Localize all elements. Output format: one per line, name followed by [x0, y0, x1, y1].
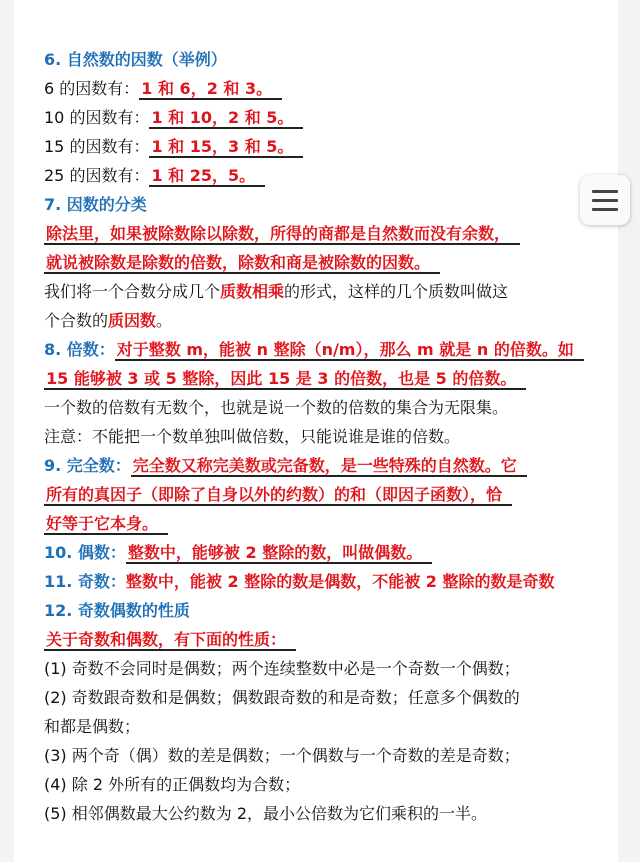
text-span: 。 [156, 311, 173, 330]
section-9-definition-2: 所有的真因子（即除了自身以外的约数）的和（即因子函数），恰 [44, 485, 512, 506]
section-7-definition-1: 除法里，如果被除数除以除数，所得的商都是自然数而没有余数， [44, 224, 520, 245]
section-12-intro: 关于奇数和偶数，有下面的性质： [44, 630, 296, 651]
factor-row-value: 1 和 10，2 和 5。 [149, 108, 303, 129]
section-7-paragraph-line-2 [44, 306, 594, 335]
factor-row [44, 103, 594, 132]
factor-row-label: 25 的因数有： [44, 166, 150, 185]
section-9-definition-1: 完全数又称完美数或完备数，是一些特殊的自然数。它 [131, 456, 527, 477]
section-8-definition-2: 15 能够被 3 或 5 整除，因此 15 是 3 的倍数，也是 5 的倍数。 [44, 369, 526, 390]
section-10-title: 10. 偶数： [44, 543, 126, 562]
section-8-line-1 [44, 335, 594, 364]
section-7-definition-2: 就说被除数是除数的倍数，除数和商是被除数的因数。 [44, 253, 440, 274]
section-9-title: 9. 完全数： [44, 456, 131, 475]
section-7-title: 7. 因数的分类 [44, 195, 147, 214]
section-8-definition-1: 对于整数 m，能被 n 整除（n/m），那么 m 就是 n 的倍数。如 [115, 340, 584, 361]
section-6-title: 6. 自然数的因数（举例） [44, 50, 227, 69]
section-10-line [44, 538, 594, 567]
section-8-title: 8. 倍数： [44, 340, 115, 359]
section-9-definition-3: 好等于它本身。 [44, 514, 168, 535]
hamburger-menu-icon [592, 199, 618, 202]
highlight-text: 质因数 [108, 311, 157, 330]
property-item: (2) 奇数跟奇数和是偶数；偶数跟奇数的和是奇数；任意多个偶数的 [44, 688, 520, 707]
factor-row-value: 1 和 6，2 和 3。 [139, 79, 282, 100]
section-11-title: 11. 奇数： [44, 572, 126, 591]
property-item: (1) 奇数不会同时是偶数；两个连续整数中必是一个奇数一个偶数； [44, 659, 520, 678]
property-item: (4) 除 2 外所有的正偶数均为合数； [44, 775, 301, 794]
factor-row-label: 10 的因数有： [44, 108, 150, 127]
section-8-note: 注意：不能把一个数单独叫做倍数，只能说谁是谁的倍数。 [44, 427, 461, 446]
floating-menu-button[interactable] [580, 175, 630, 225]
section-7-paragraph-line-1 [44, 277, 594, 306]
text-span: 的形式，这样的几个质数叫做这 [284, 282, 509, 301]
factor-row-value: 1 和 15，3 和 5。 [149, 137, 303, 158]
article-content [44, 45, 594, 828]
property-item: 和都是偶数； [44, 717, 141, 736]
factor-row [44, 161, 594, 190]
text-span: 我们将一个合数分成几个 [44, 282, 221, 301]
property-item: (3) 两个奇（偶）数的差是偶数；一个偶数与一个奇数的差是奇数； [44, 746, 520, 765]
section-10-definition: 整数中，能够被 2 整除的数，叫做偶数。 [126, 543, 432, 564]
hamburger-menu-icon [592, 190, 618, 193]
factor-row-value: 1 和 25，5。 [149, 166, 265, 187]
section-11-line [44, 567, 594, 596]
section-11-definition: 整数中，能被 2 整除的数是偶数，不能被 2 整除的数是奇数 [125, 572, 555, 591]
text-span: 个合数的 [44, 311, 109, 330]
highlight-text: 质数相乘 [220, 282, 285, 301]
factor-row-label: 6 的因数有： [44, 79, 140, 98]
section-12-title: 12. 奇数偶数的性质 [44, 601, 190, 620]
factor-row [44, 132, 594, 161]
hamburger-menu-icon [592, 208, 618, 211]
factor-row-label: 15 的因数有： [44, 137, 150, 156]
section-8-paragraph-1: 一个数的倍数有无数个，也就是说一个数的倍数的集合为无限集。 [44, 398, 509, 417]
property-item: (5) 相邻偶数最大公约数为 2，最小公倍数为它们乘积的一半。 [44, 804, 488, 823]
factor-row [44, 74, 594, 103]
section-9-line-1 [44, 451, 594, 480]
